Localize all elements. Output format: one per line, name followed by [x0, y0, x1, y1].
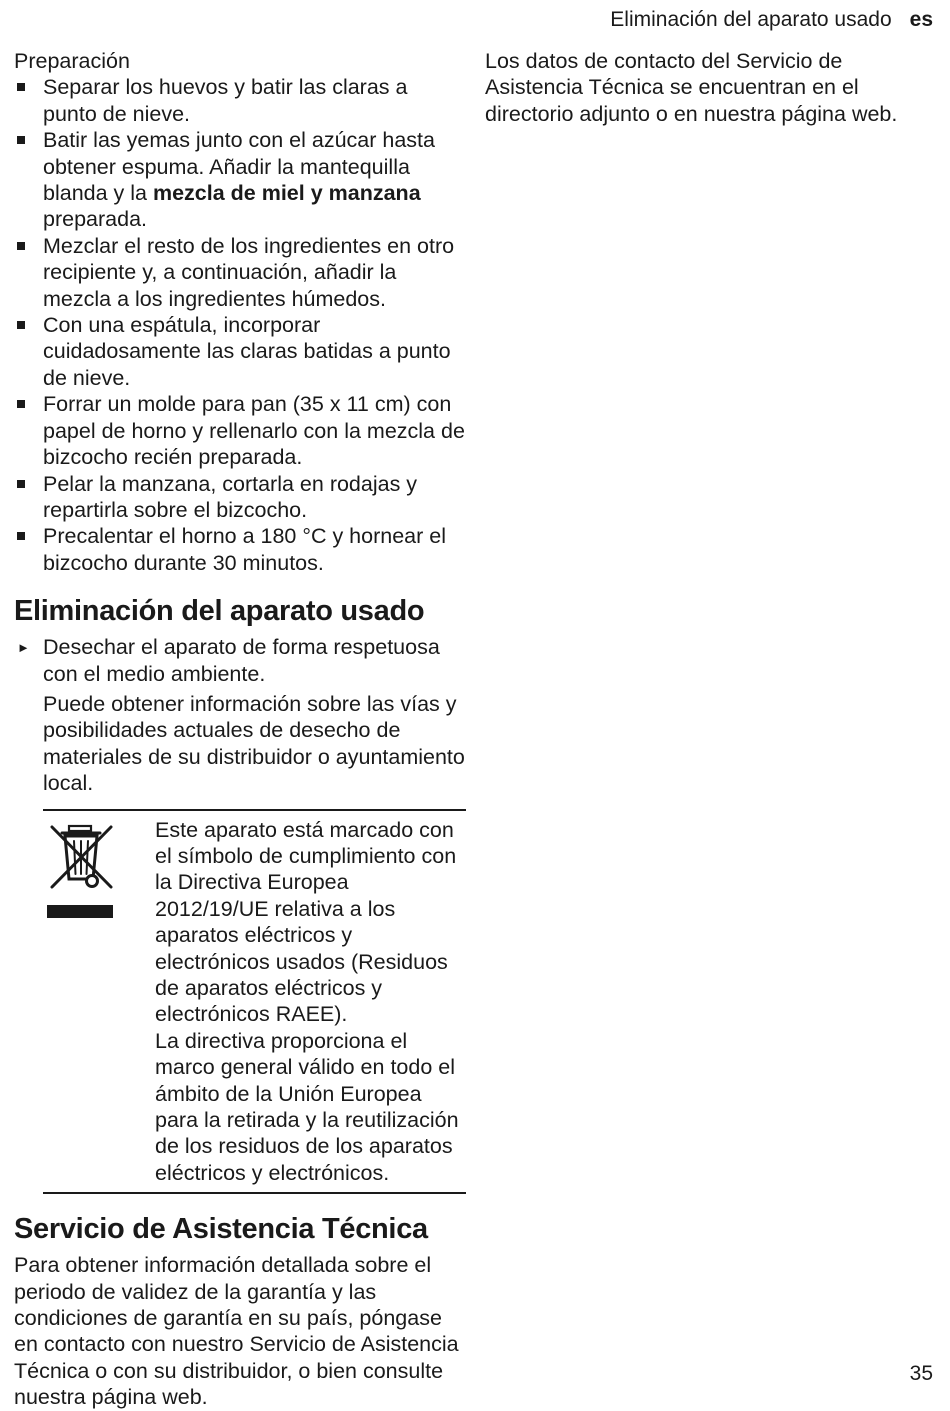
step-item: [14, 391, 466, 470]
step-item: [14, 233, 466, 312]
weee-text: [155, 817, 466, 1187]
step-text: Separar los huevos y batir las claras a punto de nieve.: [43, 75, 408, 126]
service-paragraph-1: Para obtener información detallada sobre el periodo de validez de la garantía y las condiciones de garantía en su país, póngase en contacto con nuestro Servicio de Asistencia Técnica o con su distribuidor, o bien consulte nuestra página web.: [14, 1253, 459, 1410]
weee-notice: [43, 809, 466, 1195]
crossed-out-wheelie-bin-icon: [43, 817, 155, 1187]
step-text: Con una espátula, incorporar cuidadosamente las claras batidas a punto de nieve.: [43, 313, 451, 390]
step-item: [14, 471, 466, 524]
step-text: Precalentar el horno a 180 °C y hornear el bizcocho durante 30 minutos.: [43, 524, 446, 575]
step-bold-text: mezcla de miel y manzana: [152, 181, 421, 206]
disposal-info: Puede obtener información sobre las vías y posibilidades actuales de desecho de materiales de su distribuidor o ayuntamiento local.: [43, 691, 465, 796]
right-column: [485, 48, 935, 127]
step-item: [14, 127, 466, 233]
preparation-heading: Preparación: [14, 49, 130, 73]
arrow-bullet-icon: ►: [17, 640, 30, 656]
disposal-instruction: [14, 634, 466, 687]
disposal-section-title: Eliminación del aparato usado: [14, 595, 425, 628]
step-text: Pelar la manzana, cortarla en rodajas y repartirla sobre el bizcocho.: [43, 471, 418, 522]
step-item: [14, 523, 466, 576]
page-number: 35: [909, 1362, 933, 1385]
weee-paragraph-1: Este aparato está marcado con el símbolo de cumplimiento con la Directiva Europea 2012/19/UE relativa a los aparatos eléctricos y electrónicos usados (Residuos de aparatos eléctricos y electrónicos RAEE).: [155, 817, 457, 1027]
header-language-code: es: [909, 8, 933, 31]
step-text: Forrar un molde para pan (35 x 11 cm) con papel de horno y rellenarlo con la mezcla de bizcocho recién preparada.: [43, 392, 465, 470]
service-paragraph-2: Los datos de contacto del Servicio de Asistencia Técnica se encuentran en el directorio adjunto o en nuestra página web.: [485, 49, 898, 126]
step-item: [14, 312, 466, 391]
preparation-steps: [14, 74, 466, 576]
step-text: Mezclar el resto de los ingredientes en otro recipiente y, a continuación, añadir la mezcla a los ingredientes húmedos.: [43, 233, 455, 311]
step-text-after: preparada.: [43, 207, 147, 232]
weee-paragraph-2: La directiva proporciona el marco general válido en todo el ámbito de la Unión Europea para la retirada y la reutilización de los residuos de los aparatos eléctricos y electrónicos.: [155, 1028, 459, 1185]
header-section-title: Eliminación del aparato usado: [610, 8, 892, 31]
step-text: Batir las yemas junto con el azúcar hasta obtener espuma. Añadir la mantequilla blanda y la: [43, 128, 435, 206]
running-header: [610, 8, 933, 32]
service-section-title: Servicio de Asistencia Técnica: [14, 1213, 428, 1246]
step-item: [14, 74, 466, 127]
left-column: [14, 48, 466, 1411]
disposal-instruction-text: Desechar el aparato de forma respetuosa con el medio ambiente.: [43, 635, 440, 686]
